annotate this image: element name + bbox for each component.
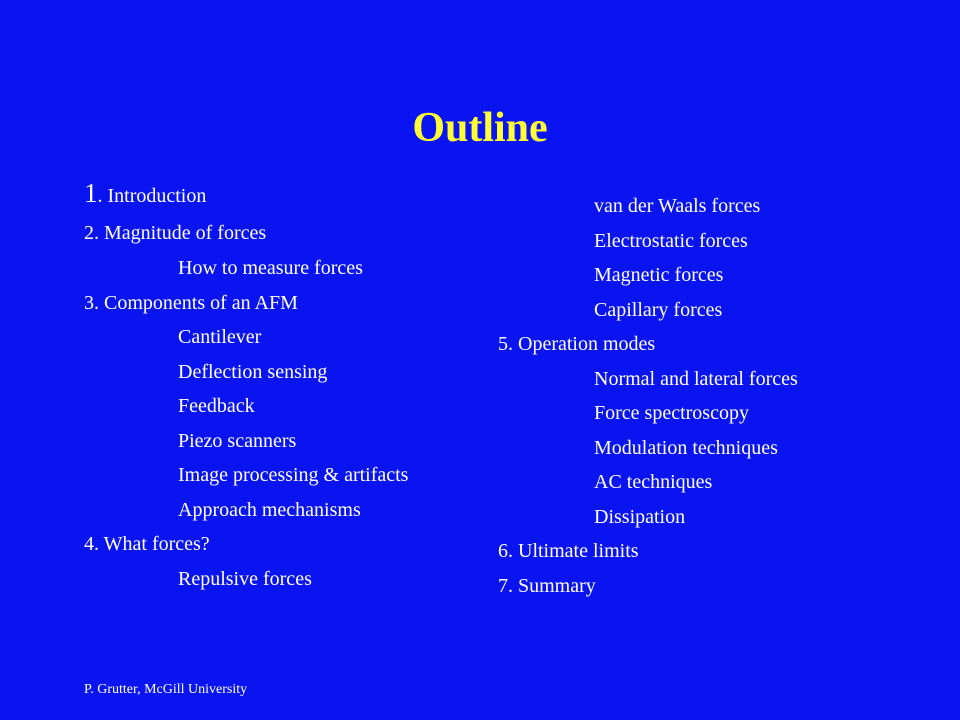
outline-subitem: Magnetic forces	[594, 264, 724, 286]
outline-item-4: 4. What forces?	[84, 533, 210, 555]
outline-subitem: Capillary forces	[594, 299, 723, 321]
outline-subitem: How to measure forces	[178, 257, 363, 279]
outline-item-number: 1	[84, 178, 98, 208]
outline-subitem: Deflection sensing	[178, 361, 328, 383]
outline-item-3: 3. Components of an AFM	[84, 292, 298, 314]
outline-item-6: 6. Ultimate limits	[498, 540, 639, 562]
slide-footer: P. Grutter, McGill University	[84, 682, 248, 697]
outline-item-label: . Introduction	[97, 185, 207, 207]
outline-subitem: Force spectroscopy	[594, 402, 749, 424]
slide-title: Outline	[412, 105, 548, 151]
outline-item-1	[84, 178, 207, 208]
outline-subitem: Piezo scanners	[178, 430, 297, 452]
outline-subitem: Normal and lateral forces	[594, 368, 798, 390]
outline-subitem: Modulation techniques	[594, 437, 778, 459]
outline-item-5: 5. Operation modes	[498, 333, 656, 355]
outline-subitem: Cantilever	[178, 326, 262, 348]
outline-subitem: Repulsive forces	[178, 568, 312, 590]
outline-subitem: Image processing & artifacts	[178, 464, 409, 486]
outline-item-2: 2. Magnitude of forces	[84, 222, 267, 244]
outline-subitem: Dissipation	[594, 506, 686, 528]
outline-subitem: van der Waals forces	[594, 195, 761, 217]
outline-subitem: Feedback	[178, 395, 255, 417]
outline-subitem: AC techniques	[594, 471, 713, 493]
outline-item-7: 7. Summary	[498, 575, 596, 597]
outline-subitem: Approach mechanisms	[178, 499, 361, 521]
outline-subitem: Electrostatic forces	[594, 230, 748, 252]
